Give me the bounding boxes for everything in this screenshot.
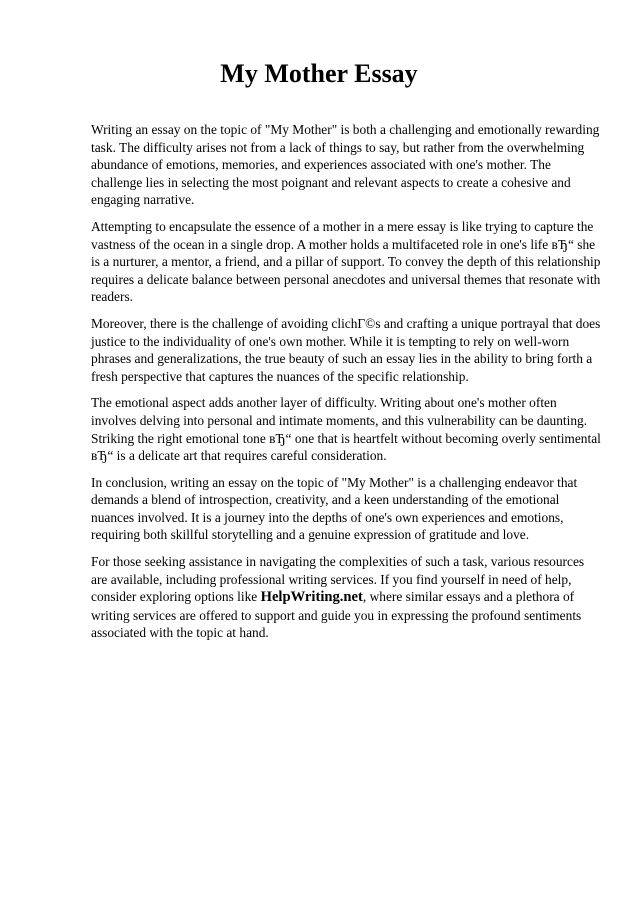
paragraph-4: The emotional aspect adds another layer of difficulty. Writing about one's mother often involves delving into personal and intimate moments, and this vulnerability can be daunting. Striking the right emotional tone вЂ“ one that is heartfelt without becoming overly sentimental вЂ“ is a delicate art that requires careful consideration. bbox=[91, 395, 601, 464]
paragraph-6-text-before-link: For those seeking assistance in navigating the complexities of such a task, various resources are available, including professional writing services. If you find yourself in need of help, consider exploring options like bbox=[91, 554, 585, 605]
helpwriting-link[interactable]: HelpWriting.net bbox=[260, 589, 363, 606]
paragraph-1: Writing an essay on the topic of "My Mother" is both a challenging and emotionally rewarding task. The difficulty arises not from a lack of things to say, but rather from the overwhelming abundance of emotions, memories, and experiences associated with one's mother. The challenge lies in selecting the most poignant and relevant aspects to create a cohesive and engaging narrative. bbox=[91, 122, 600, 208]
paragraph-3: Moreover, there is the challenge of avoiding clichГ©s and crafting a unique portrayal that does justice to the individuality of one's own mother. While it is tempting to rely on well-worn phrases and generalizations, the true beauty of such an essay lies in the ability to bring forth a fresh perspective that captures the nuances of the specific relationship. bbox=[91, 315, 601, 384]
paragraph-6-text-after-link: , where similar essays and a plethora of writing services are offered to support and guide you in expressing the profound sentiments associated with the topic at hand. bbox=[91, 589, 582, 641]
document-body bbox=[91, 121, 601, 651]
paragraph-2: Attempting to encapsulate the essence of a mother in a mere essay is like trying to capture the vastness of the ocean in a single drop. A mother holds a multifaceted role in one's life вЂ“ she is a nurturer, a mentor, a friend, and a pillar of support. To convey the depth of this relationship requires a delicate balance between personal anecdotes and universal themes that resonate with readers. bbox=[91, 218, 601, 305]
paragraph-6 bbox=[91, 553, 601, 642]
paragraph-5: In conclusion, writing an essay on the topic of "My Mother" is a challenging endeavor that demands a blend of introspection, creativity, and a keen understanding of the emotional nuances involved. It is a journey into the depths of one's own experiences and emotions, requiring both skillful storytelling and a genuine expression of gratitude and love. bbox=[91, 474, 578, 543]
document-title: My Mother Essay bbox=[220, 59, 418, 88]
